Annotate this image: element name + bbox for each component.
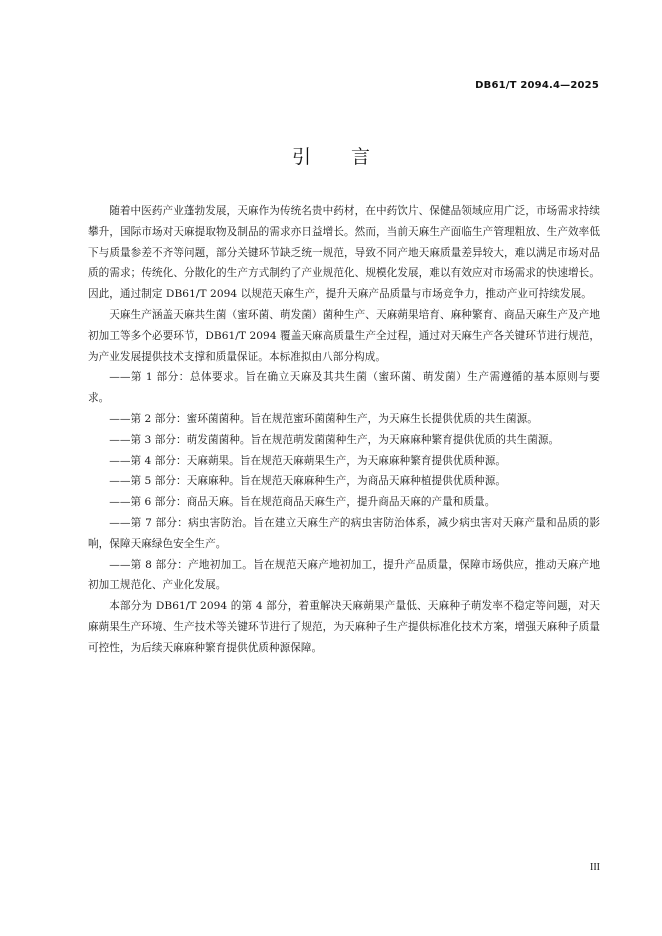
part-2-item: ——第 2 部分：蜜环菌菌种。旨在规范蜜环菌菌种生产，为天麻生长提供优质的共生菌源。	[109, 412, 538, 425]
part-5-item: ——第 5 部分：天麻麻种。旨在规范天麻麻种生产，为商品天麻种植提供优质种源。	[109, 475, 506, 488]
intro-paragraph-this-part: 本部分为 DB61/T 2094 的第 4 部分，着重解决天麻蒴果产量低、天麻种子萌发率不稳定等问题，对天麻蒴果生产环境、生产技术等关键环节进行了规范，为天麻种子生产提供标准化技术方案，增强天麻种子质量可控性，为后续天麻麻种繁育提供优质种源保障。	[88, 600, 600, 654]
part-1-item: ——第 1 部分：总体要求。旨在确立天麻及其共生菌（蜜环菌、萌发菌）生产需遵循的基本原则与要求。	[88, 371, 600, 405]
page-title-char-2: 言	[351, 146, 371, 168]
introduction-body	[88, 201, 600, 659]
page-title	[0, 142, 662, 169]
part-6-item: ——第 6 部分：商品天麻。旨在规范商品天麻生产，提升商品天麻的产量和质量。	[109, 496, 496, 509]
part-7-item: ——第 7 部分：病虫害防治。旨在建立天麻生产的病虫害防治体系，减少病虫害对天麻产量和品质的影响，保障天麻绿色安全生产。	[88, 516, 600, 550]
page-title-char-1: 引	[291, 146, 311, 168]
intro-paragraph-background: 随着中医药产业蓬勃发展，天麻作为传统名贵中药材，在中药饮片、保健品领域应用广泛，市场需求持续攀升，国际市场对天麻提取物及制品的需求亦日益增长。然而，当前天麻生产面临生产管理粗放、生产效率低下与质量参差不齐等问题，部分关键环节缺乏统一规范，导致不同产地天麻质量差异较大，难以满足市场对品质的需求；传统化、分散化的生产方式制约了产业规范化、规模化发展，难以有效应对市场需求的快速增长。因此，通过制定 DB61/T 2094 以规范天麻生产，提升天麻产品质量与市场竞争力，推动产业可持续发展。	[88, 205, 600, 301]
document-number: DB61/T 2094.4—2025	[475, 80, 599, 91]
part-8-item: ——第 8 部分：产地初加工。旨在规范天麻产地初加工，提升产品质量，保障市场供应，推动天麻产地初加工规范化、产业化发展。	[88, 558, 600, 592]
intro-paragraph-scope: 天麻生产涵盖天麻共生菌（蜜环菌、萌发菌）菌种生产、天麻蒴果培育、麻种繁育、商品天麻生产及产地初加工等多个必要环节，DB61/T 2094 覆盖天麻高质量生产全过程，通过对天麻生产各关键环节进行规范，为产业发展提供技术支撑和质量保证。本标准拟由八部分构成。	[88, 308, 600, 363]
page-number: III	[590, 862, 600, 873]
part-4-item: ——第 4 部分：天麻蒴果。旨在规范天麻蒴果生产，为天麻麻种繁育提供优质种源。	[109, 454, 506, 467]
part-3-item: ——第 3 部分：萌发菌菌种。旨在规范萌发菌菌种生产，为天麻麻种繁育提供优质的共生菌源。	[109, 433, 560, 446]
